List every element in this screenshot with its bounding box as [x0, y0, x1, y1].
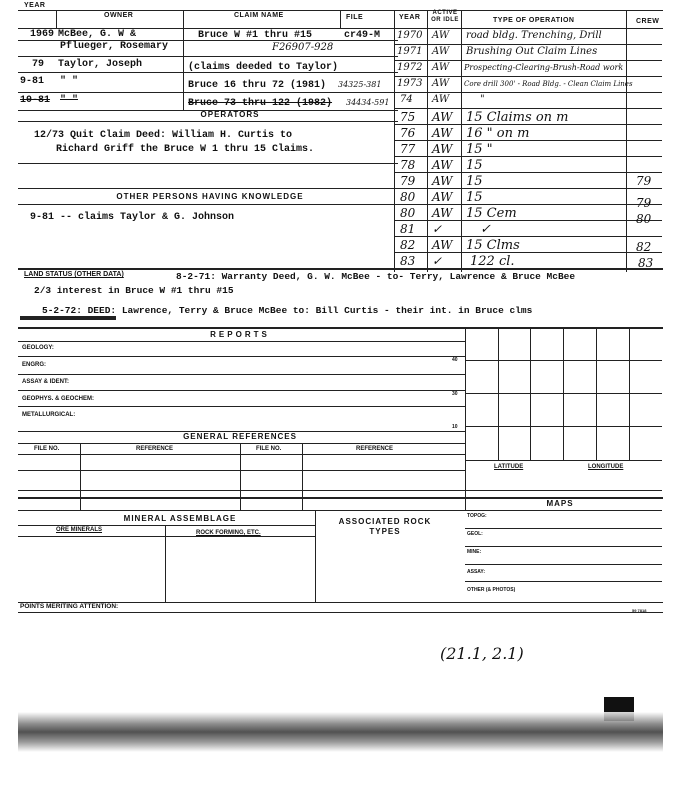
form-number: 59 7818: [632, 608, 647, 613]
other-persons-text: 9-81 -- claims Taylor & G. Johnson: [30, 212, 235, 223]
activity-year: 1972: [397, 62, 423, 73]
activity-year: 77: [400, 142, 416, 156]
scan-smudge: [18, 712, 663, 752]
maps-other-label: OTHER (& PHOTOS): [467, 587, 516, 593]
land-status-line: 5-2-72: DEED: Lawrence, Terry & Bruce McBee to: Bill Curtis - their int. in Bruce clms: [42, 305, 533, 316]
maps-title: MAPS: [546, 499, 574, 508]
activity-year: 1970: [397, 30, 423, 41]
owner-row-owner: Taylor, Joseph: [58, 59, 143, 70]
activity-status: AW: [432, 238, 453, 252]
reports-geophys-num: 30: [452, 391, 458, 397]
owner-row-year: 1969: [30, 29, 55, 40]
activity-year: 82: [400, 238, 416, 252]
owner-row-year: 79: [32, 59, 45, 70]
land-status-label: LAND STATUS (OTHER DATA): [24, 271, 124, 278]
mineral-assemblage-title: MINERAL ASSEMBLAGE: [123, 514, 237, 523]
operators-line: Richard Griff the Bruce W 1 thru 15 Claims.: [56, 144, 315, 155]
general-references-title: GENERAL REFERENCES: [183, 432, 297, 441]
activity-crew: 82: [636, 240, 652, 254]
land-status-line: 2/3 interest in Bruce W #1 thru #15: [34, 285, 234, 296]
activity-year: 1971: [397, 46, 423, 57]
activity-crew: 80: [636, 212, 652, 226]
activity-status: AW: [432, 174, 453, 188]
maps-assay-label: ASSAY:: [467, 569, 486, 575]
col-year2-header: YEAR: [399, 14, 421, 21]
activity-status: AW: [432, 110, 453, 124]
activity-operation: 15: [466, 190, 483, 205]
owner-row-owner: " ": [60, 95, 79, 106]
reports-metallurgical-label: METALLURGICAL:: [22, 412, 76, 418]
other-persons-title: OTHER PERSONS HAVING KNOWLEDGE: [116, 192, 304, 201]
owner-row-year: 9-81: [20, 76, 45, 87]
associated-rock-types-title: ASSOCIATED ROCK TYPES: [338, 517, 432, 536]
operators-line: 12/73 Quit Claim Deed: William H. Curtis to: [34, 130, 293, 141]
owner-row-claim: (claims deeded to Taylor): [188, 62, 339, 73]
activity-crew: 79: [636, 174, 652, 188]
latitude-label: LATITUDE: [494, 464, 524, 470]
col-crew-header: CREW: [636, 18, 660, 25]
col-type-operation-header: TYPE OF OPERATION: [493, 17, 575, 24]
owner-row-file: 34434-591: [346, 98, 390, 107]
activity-status: AW: [432, 158, 453, 172]
activity-operation: ✓: [480, 222, 491, 237]
activity-status: AW: [432, 206, 453, 220]
owner-row-file: 34325-381: [338, 80, 382, 89]
activity-year: 80: [400, 206, 416, 220]
activity-operation: Brushing Out Claim Lines: [466, 46, 598, 57]
col-claim-name-header: CLAIM NAME: [234, 12, 284, 19]
reports-engrg-label: ENGRG:: [22, 362, 46, 368]
operators-title: OPERATORS: [200, 110, 260, 119]
owner-row-claim: Bruce 73 thru 122 (1982): [188, 98, 333, 109]
activity-operation: 122 cl.: [470, 254, 515, 269]
activity-operation: 15: [466, 174, 483, 189]
owner-row-owner: McBee, G. W &: [58, 29, 137, 40]
activity-operation: 15 Cem: [466, 206, 517, 221]
land-status-line: 8-2-71: Warranty Deed, G. W. McBee - to- Terry, Lawrence & Bruce McBee: [176, 271, 576, 282]
rock-forming-header: ROCK FORMING, ETC.: [196, 530, 261, 536]
activity-crew: 83: [638, 256, 654, 270]
activity-year: 80: [400, 190, 416, 204]
col-active-idle-header: ACTIVE OR IDLE: [431, 10, 459, 23]
activity-status: AW: [432, 142, 453, 156]
col-file-header: FILE: [346, 14, 364, 21]
scan-mark: [20, 316, 116, 320]
activity-status: ✓: [432, 254, 443, 268]
activity-operation: 15 Clms: [466, 238, 520, 253]
gen-ref-reference2-header: REFERENCE: [356, 446, 394, 452]
ore-minerals-header: ORE MINERALS: [56, 527, 103, 533]
activity-status: AW: [432, 30, 450, 41]
activity-operation: ": [480, 94, 485, 105]
activity-crew: 79: [636, 196, 652, 210]
activity-year: 78: [400, 158, 416, 172]
activity-status: AW: [432, 94, 450, 105]
maps-mine-label: MINE:: [467, 549, 482, 555]
activity-year: 1973: [397, 78, 423, 89]
owner-row-claim: F26907-928: [272, 42, 334, 53]
gen-ref-reference-header: REFERENCE: [136, 446, 174, 452]
longitude-label: LONGITUDE: [588, 464, 624, 470]
reports-assay-label: ASSAY & IDENT:: [22, 379, 70, 385]
activity-status: ✓: [432, 222, 443, 236]
activity-status: AW: [432, 78, 450, 89]
activity-status: AW: [432, 62, 450, 73]
owner-row-file: cr49-M: [344, 30, 381, 41]
maps-geol-label: GEOL:: [467, 531, 483, 537]
maps-topog-label: TOPOG:: [467, 513, 487, 519]
gen-ref-file-no2-header: FILE NO.: [256, 446, 282, 452]
reports-geology-label: GEOLOGY:: [22, 345, 54, 351]
reports-title: REPORTS: [210, 330, 270, 339]
activity-year: 74: [400, 94, 413, 105]
owner-row-year: 10-81: [20, 95, 51, 106]
activity-year: 76: [400, 126, 416, 140]
col-owner-header: OWNER: [104, 12, 134, 19]
activity-status: AW: [432, 126, 453, 140]
activity-operation: road bldg. Trenching, Drill: [466, 30, 602, 41]
activity-year: 81: [400, 222, 416, 236]
activity-operation: Core drill 300' - Road Bldg. - Clean Claim Lines: [464, 80, 633, 88]
activity-year: 83: [400, 254, 416, 268]
activity-operation: 15 Claims on m: [466, 110, 569, 125]
activity-status: AW: [432, 46, 450, 57]
activity-operation: 16 " on m: [466, 126, 530, 141]
reports-geophys-label: GEOPHYS. & GEOCHEM:: [22, 396, 95, 402]
owner-row-owner: Pflueger, Rosemary: [60, 41, 169, 52]
gen-ref-file-no-header: FILE NO.: [34, 446, 60, 452]
reports-engrg-num: 40: [452, 357, 458, 363]
owner-row-owner: " ": [60, 76, 79, 87]
activity-year: 75: [400, 110, 416, 124]
activity-operation: 15 ": [466, 142, 493, 157]
activity-year: 79: [400, 174, 416, 188]
reports-metallurgical-num: 10: [452, 424, 458, 430]
activity-status: AW: [432, 190, 453, 204]
activity-operation: Prospecting-Clearing-Brush-Road work: [464, 63, 624, 72]
handwritten-code: (21.1, 2.1): [440, 644, 524, 663]
col-year-header: YEAR: [24, 2, 46, 9]
points-meriting-attention-label: POINTS MERITING ATTENTION:: [20, 603, 119, 610]
owner-row-claim: Bruce W #1 thru #15: [198, 30, 313, 41]
activity-operation: 15: [466, 158, 483, 173]
owner-row-claim: Bruce 16 thru 72 (1981): [188, 80, 327, 91]
